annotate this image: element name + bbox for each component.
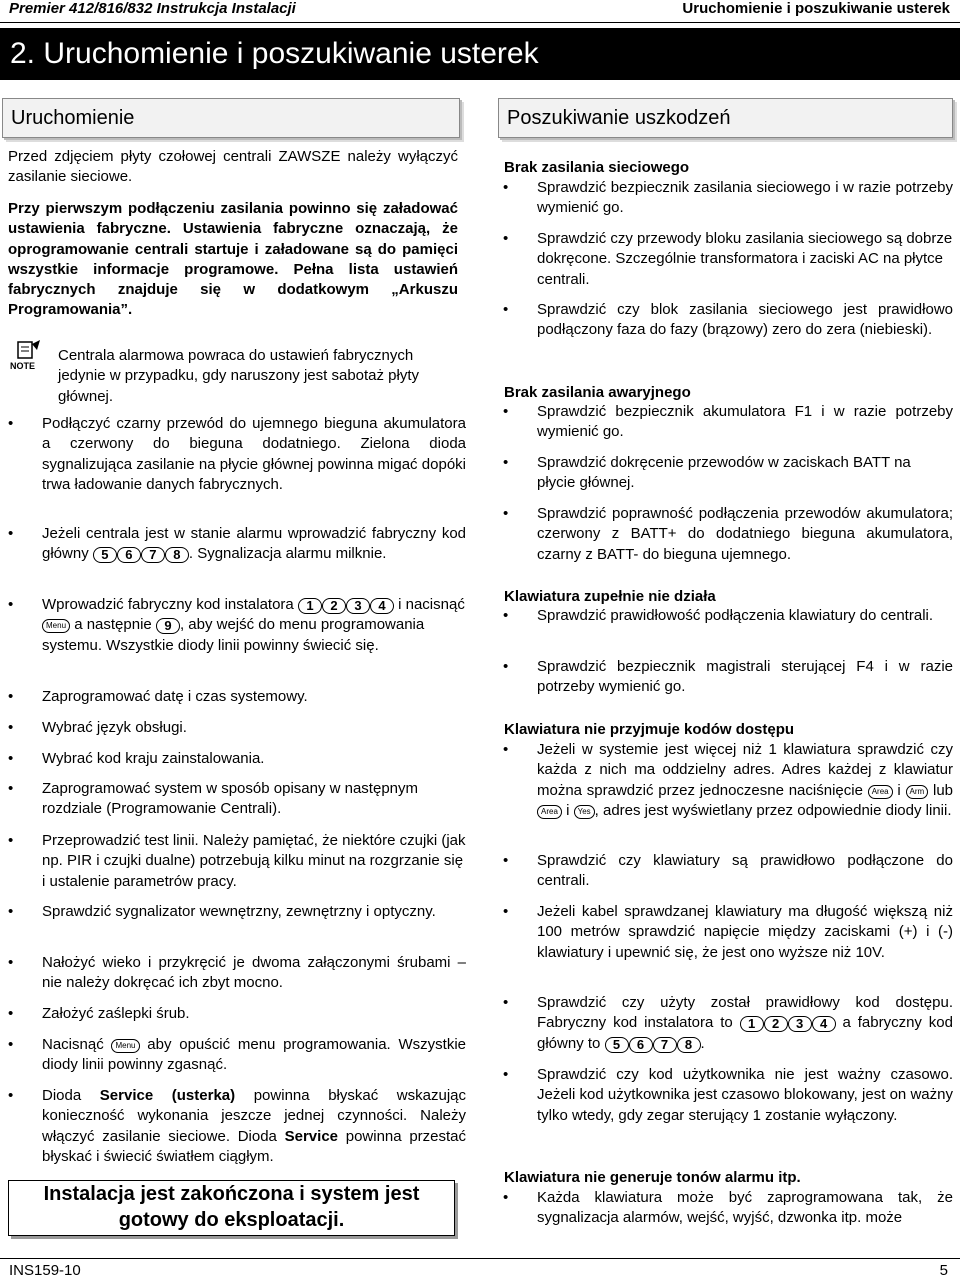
key-8: 8 bbox=[165, 547, 189, 563]
area-key-icon: Area bbox=[868, 785, 893, 799]
bullet-icon: • bbox=[8, 525, 14, 542]
bullet-icon: • bbox=[503, 1066, 509, 1083]
bullet-icon: • bbox=[8, 1087, 14, 1104]
bullet-icon: • bbox=[8, 415, 14, 432]
key-2: 2 bbox=[764, 1016, 788, 1032]
key-7: 7 bbox=[653, 1037, 677, 1053]
footer-divider bbox=[0, 1258, 960, 1259]
section-title-troubleshooting: Poszukiwanie uszkodzeń bbox=[498, 98, 953, 138]
key-4: 4 bbox=[812, 1016, 836, 1032]
subheading-no-tones: Klawiatura nie generuje tonów alarmu itp. bbox=[504, 1169, 801, 1186]
key-1: 1 bbox=[740, 1016, 764, 1032]
yes-key-icon: Yes bbox=[574, 805, 595, 819]
section-title-startup: Uruchomienie bbox=[2, 98, 460, 138]
running-header-right: Uruchomienie i poszukiwanie usterek bbox=[682, 0, 950, 17]
bullet-icon: • bbox=[503, 301, 509, 318]
warning-paragraph: Przed zdjęciem płyty czołowej centrali ZAWSZE należy wyłączyć zasilanie sieciowe. bbox=[8, 148, 458, 186]
menu-key-icon: Menu bbox=[42, 619, 70, 633]
bullet-icon: • bbox=[503, 903, 509, 920]
bullet-icon: • bbox=[8, 719, 14, 736]
bullet-icon: • bbox=[503, 505, 509, 522]
bullet-icon: • bbox=[503, 179, 509, 196]
bullet-icon: • bbox=[8, 903, 14, 920]
key-7: 7 bbox=[141, 547, 165, 563]
subheading-no-mains: Brak zasilania sieciowego bbox=[504, 159, 690, 176]
factory-settings-paragraph: Przy pierwszym podłączeniu zasilania powinno się załadować ustawienia fabryczne. Ustawienia fabryczne oznaczają, że oprogramowanie centrali startuje i załadowane są do pamięci wszystkie informacje programowe. Pełna lista ustawień fabrycznych znajduje się w dodatkowym „Arkuszu Programowania”. bbox=[8, 200, 458, 319]
bullet-icon: • bbox=[503, 994, 509, 1011]
area-key-icon: Area bbox=[537, 805, 562, 819]
page-number: 5 bbox=[939, 1262, 948, 1279]
bullet-icon: • bbox=[8, 1005, 14, 1022]
bullet-icon: • bbox=[503, 403, 509, 420]
key-6: 6 bbox=[117, 547, 141, 563]
menu-key-icon: Menu bbox=[111, 1039, 139, 1053]
arm-key-icon: Arm bbox=[906, 785, 929, 799]
bullet-icon: • bbox=[503, 607, 509, 624]
bullet-icon: • bbox=[503, 230, 509, 247]
bullet-icon: • bbox=[503, 1189, 509, 1206]
subheading-no-backup: Brak zasilania awaryjnego bbox=[504, 384, 691, 401]
key-9: 9 bbox=[156, 618, 180, 634]
bullet-icon: • bbox=[503, 658, 509, 675]
bullet-icon: • bbox=[503, 454, 509, 471]
completion-box: Instalacja jest zakończona i system jest gotowy do eksploatacji. bbox=[8, 1180, 455, 1236]
bullet-icon: • bbox=[8, 832, 14, 849]
key-8: 8 bbox=[677, 1037, 701, 1053]
subheading-codes-rejected: Klawiatura nie przyjmuje kodów dostępu bbox=[504, 721, 795, 738]
bullet-icon: • bbox=[503, 741, 509, 758]
note-text: Centrala alarmowa powraca do ustawień fabrycznych jedynie w przypadku, gdy naruszony jest sabotaż płyty głównej. bbox=[58, 347, 420, 405]
subheading-keypad-dead: Klawiatura zupełnie nie działa bbox=[504, 588, 716, 605]
running-header-left: Premier 412/816/832 Instrukcja Instalacji bbox=[9, 0, 296, 17]
bullet-icon: • bbox=[8, 596, 14, 613]
key-3: 3 bbox=[346, 598, 370, 614]
bullet-icon: • bbox=[503, 852, 509, 869]
left-column: Przed zdjęciem płyty czołowej centrali ZAWSZE należy wyłączyć zasilanie sieciowe. Przy pierwszym podłączeniu zasilania powinno się załadować ustawienia fabryczne. Ustawienia fabryczne oznaczają, że oprogramowanie centrali startuje i załadowane są do pamięci wszystkie informacje programowe. Pełna lista ustawień fabrycznych znajduje się w dodatkowym „Arkuszu Programowania”. NOTE Centrala alarmowa powraca do ustawień fabrycznych jedynie w przypadku, gdy naruszony jest sabotaż płyty głównej. • Podłączyć czarny przewód do ujemnego bieguna akumulatora a czerwony do bieguna dodatniego. Zielona dioda sygnalizująca zasilanie na płycie głównej powinna migać dopóki trwa ładowanie danych fabrycznych. • Jeżeli centrala jest w stanie alarmu wprowadzić fabryczny kod główny 5 6 7 8 . Sygnalizacja alarmu milknie. • Wprowadzić fabryczny kod instalatora 1 2 3 4 i nacisnąć Menu a następnie 9 , aby wejść do menu programowania systemu. Wszystkie diody linii powinny świecić się. • Zaprogramować datę i czas systemowy. • Wybrać język obsługi. • Wybrać kod kraju zainstalowania. • Zaprogramować system w sposób opisany w następnym rozdziale (Programowanie Centrali). • Przeprowadzić test linii. Należy pamiętać, że niektóre czujki (jak np. PIR i czujki dualne) potrzebują kilku minut na rozgrzanie się i ustalenie parametrów pracy. • Sprawdzić sygnalizator wewnętrzny, zewnętrzny i optyczny. • Nałożyć wieko i przykręcić je dwoma załączonymi śrubami – nie należy dokręcać ich zbyt mocno. • Założyć zaślepki śrub. • Nacisnąć Menu aby opuścić menu programowania. Wszystkie diody linii powinny zgasnąć. • Dioda Service (usterka) powinna błyskać wskazując konieczność wykonania jeszcze jednej czynności. Należy włączyć zasilanie sieciowe. Dioda Service powinna przestać błyskać i świecić światłem ciągłym. bbox=[8, 148, 467, 1165]
bullet-icon: • bbox=[8, 688, 14, 705]
key-5: 5 bbox=[605, 1037, 629, 1053]
bullet-icon: • bbox=[8, 1036, 14, 1053]
key-1: 1 bbox=[298, 598, 322, 614]
bullet-icon: • bbox=[8, 954, 14, 971]
bullet-icon: • bbox=[8, 780, 14, 797]
document-code: INS159-10 bbox=[9, 1262, 81, 1279]
key-4: 4 bbox=[370, 598, 394, 614]
key-3: 3 bbox=[788, 1016, 812, 1032]
bullet-icon: • bbox=[8, 750, 14, 767]
key-5: 5 bbox=[93, 547, 117, 563]
chapter-title: 2. Uruchomienie i poszukiwanie usterek bbox=[0, 28, 960, 80]
key-6: 6 bbox=[629, 1037, 653, 1053]
right-column: Brak zasilania sieciowego • Sprawdzić bezpiecznik zasilania sieciowego i w razie potrzeby wymienić go. • Sprawdzić czy przewody bloku zasilania sieciowego są dobrze dokręcone. Szczególnie transformatora i zaciski AC na płytce centrali. • Sprawdzić czy blok zasilania sieciowego jest prawidłowo podłączony faza do fazy (brązowy) zero do zera (niebieski). Brak zasilania awaryjnego • Sprawdzić bezpiecznik akumulatora F1 i w razie potrzeby wymienić go. • Sprawdzić dokręcenie przewodów w zaciskach BATT na płycie głównej. • Sprawdzić poprawność podłączenia przewodów akumulatora; czerwony z BATT+ do dodatniego bieguna akumulatora, czarny z BATT- do bieguna ujemnego. Klawiatura zupełnie nie działa • Sprawdzić prawidłowość podłączenia klawiatury do centrali. • Sprawdzić bezpiecznik magistrali sterującej F4 i w razie potrzeby wymienić go. Klawiatura nie przyjmuje kodów dostępu • Jeżeli w systemie jest więcej niż 1 klawiatura sprawdzić czy każda z nich ma oddzielny adres. Adres każdej z klawiatur można sprawdzić przez jednoczesne naciśnięcie Area i Arm lub Area i Yes , adres jest wyświetlany przez odpowiednie diody linii. • Sprawdzić czy klawiatury są prawidłowo podłączone do centrali. • Jeżeli kabel sprawdzanej klawiatury ma długość większą niż 100 metrów sprawdzić napięcie między zaciskami (+) i (-) klawiatury i upewnić się, że jest ono wyższe niż 10V. • Sprawdzić czy użyty został prawidłowy kod dostępu. Fabryczny kod instalatora to 1 2 3 4 a fabryczny kod główny to 5 6 7 8 . • Sprawdzić czy kod użytkownika nie jest ważny czasowo. Jeżeli kod użytkownika jest czasowo blokowany, jest on ważny tylko wtedy, gdy zegar sterujący 1 zostanie wyłączony. Klawiatura nie generuje tonów alarmu itp. • Każda klawiatura może być zaprogramowana tak, że sygnalizacja alarmów, wejść, wyjść, dzwonka itp. może bbox=[503, 159, 954, 1227]
key-2: 2 bbox=[322, 598, 346, 614]
note-label: NOTE bbox=[10, 361, 36, 371]
